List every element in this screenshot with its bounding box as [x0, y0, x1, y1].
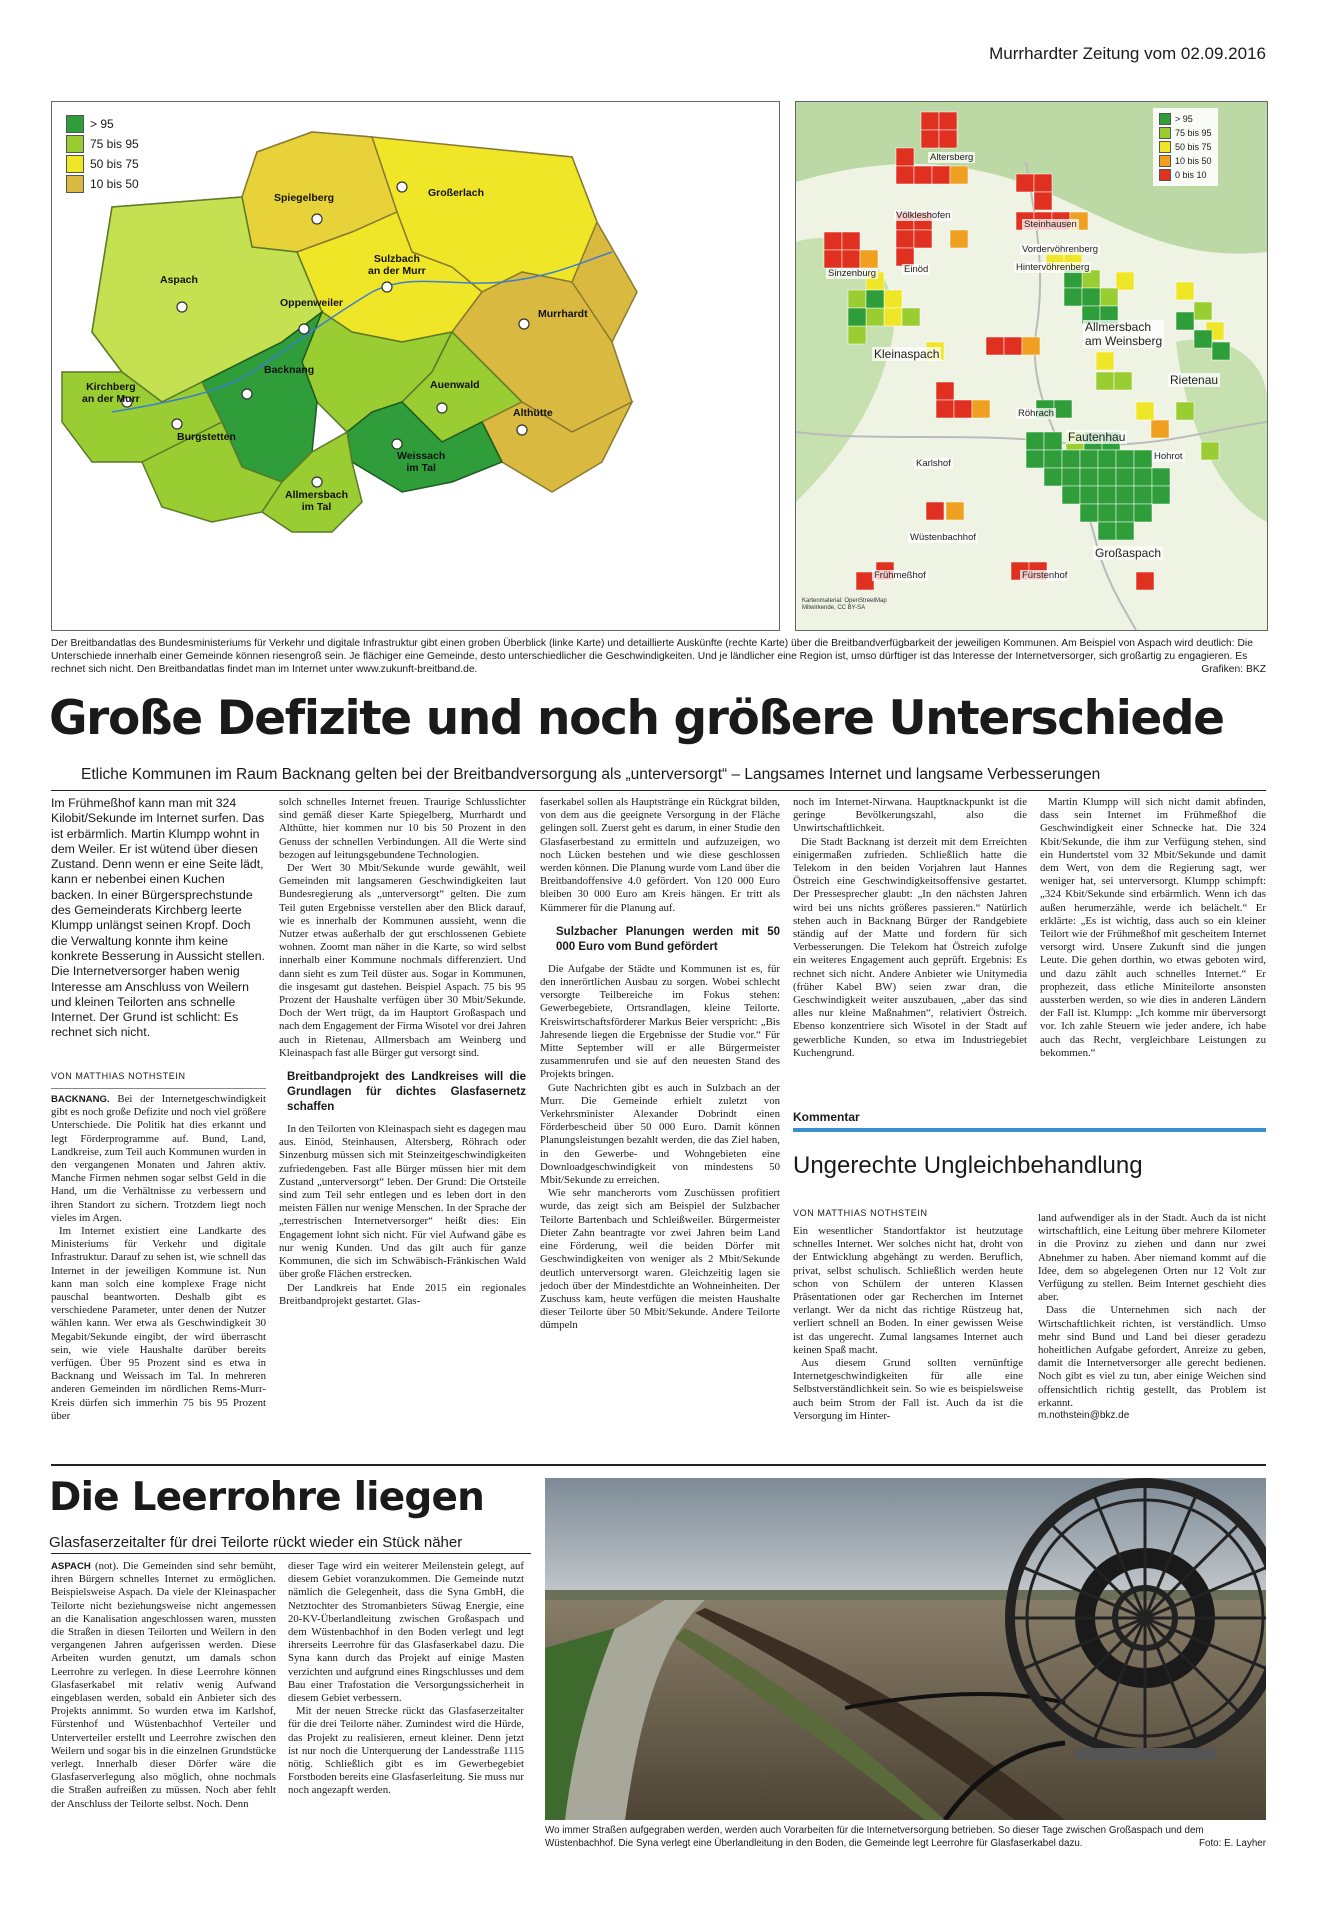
paragraph: Ein wesentlicher Standortfaktor ist heutzutage schnelles Internet. Wer solches nicht hat, droht von der Entwicklung abgehängt zu werden. Beruflich, privat, selbst schulisch. Schließlich werden heute schon von Schülern der unteren Klassen Präsentationen oder gar Recherchen im Internet verlangt. Wer da nicht das richtige Rüstzeug hat, verliert schnell an Boden. In einer gewissen Weise ist das ungerecht. Zumal langsames Internet auch keinen Spaß macht.: [793, 1225, 1023, 1356]
divider: [51, 1464, 1266, 1466]
paragraph: In den Teilorten von Kleinaspach sieht es dagegen mau aus. Einöd, Steinhausen, Altersberg, Röhrach oder Sinzenburg müssen sich mit Steinzeitgeschwindigkeiten zufriedengeben. Fast alle Bürger müssen hier mit dem Zustand „unterversorgt“ leben. Der Grund: Die Ortsteile sind zum Teil sehr entlegen und es leben dort in den meisten Fällen nur wenige Menschen. In der Sprache der „terrestrischen Internetversorger“ heißt dies: Ein Engagement lohnt sich nicht. Für viel Aufwand gäbe es nur wenig Kunden. Und das gilt auch für ganze Kommunen, die sich im Schwäbisch-Fränkischen Wald über große Flächen erstrecken.: [279, 1123, 526, 1281]
place-label-rietenau: Rietenau: [1170, 373, 1219, 387]
commentary-headline: Ungerechte Ungleichbehandlung: [793, 1152, 1143, 1179]
paragraph: Die Aufgabe der Städte und Kommunen ist es, für den innerörtlichen Ausbau zu sorgen. Wobei schlecht versorgte Teilbereiche im Fokus stehen: Gewerbegebiete, Ortsrandlagen, kleine Teilorte. Kreiswirtschaftsförderer Markus Beier verspricht: „Bis Jahresende liegen die Ergebnisse der Studie vor.“ Für Mitte September will er alle Bürgermeister zusammenrufen und sie auf den neuesten Stand des Projekts bringen.: [540, 962, 780, 1081]
dateline: BACKNANG.: [51, 1094, 110, 1105]
legend-swatch: [1159, 127, 1171, 139]
legend-item: [1159, 168, 1212, 182]
detail-map-legend: [1153, 108, 1218, 186]
article2-column-1: [51, 1560, 276, 1811]
paragraph: Die Stadt Backnang ist derzeit mit dem Erreichten einigermaßen zufrieden. Schließlich hatte die Telekom in den beiden Vorjahren laut Hannes Östreich eine Geschwindigkeitsoffensive gestartet. Der Pressesprecher glaubt: „In den nächsten Jahren wird bei uns nichts größeres passieren.“ Natürlich stehen auch in Backnang Bürger der Randgebiete ständig auf der Matte und fordern für sich Verbesserungen. Die Telekom hat Östreich zufolge ein weiteres Engagement auch geprüft. Ergebnis: Es rechnet sich nicht. Andere Anbieter wie Unitymedia (früher Kabel BW) seien zwar dran, die Geschwindigkeit weiter auszubauen, „aber das sind alles nur kleine Maßnahmen“, relativiert Östreich. Ebenso konzentriere sich Wisotel in der Stadt auf gewerbliche Kunden, so etwa im Industriegebiet Kuchengrund.: [793, 835, 1027, 1059]
commentary-rule: [793, 1128, 1266, 1132]
place-label-einod: Einöd: [904, 264, 929, 275]
town-label-backnang: Backnang: [264, 364, 315, 376]
town-label-althuette: Althütte: [513, 407, 553, 419]
divider: [51, 1553, 531, 1554]
article-headline: Große Defizite und noch größere Unterschiede: [49, 691, 1224, 746]
map-caption-text: Der Breitbandatlas des Bundesministeriums für Verkehr und digitale Infrastruktur gibt einen groben Überblick (linke Karte) und detaillierte Auskünfte (rechte Karte) über die Breitbandverfügbarkeit der jeweiligen Kommunen. Am Beispiel von Aspach wird deutlich: Die Unterschiede innerhalb einer Gemeinde können riesengroß sein. Je flächiger eine Gemeinde, desto unterschiedlicher die Geschwindigkeiten. Und je ländlicher eine Region ist, umso dürftiger ist das Interesse der Internetversorger, sich großartig zu engagieren. Es rechnet sich nicht. Den Breitbandatlas findet man im Internet unter www.zukunft-breitband.de.: [51, 638, 1253, 675]
place-label-grossaspach: Großaspach: [1095, 546, 1162, 560]
article-column-3: [540, 796, 780, 1333]
article2-column-2: [288, 1560, 524, 1798]
town-label-allmersbach: Allmersbach im Tal: [285, 489, 349, 513]
place-label-vordervoehrenberg: Vordervöhrenberg: [1022, 244, 1099, 255]
paragraph: [51, 1093, 266, 1225]
paragraph: solch schnelles Internet freuen. Traurige Schlusslichter sind gemäß dieser Karte Spiegelberg, Murrhardt und Althütte, hier kommen nur 10 bis 50 Prozent in den Genuss der schnellen Verbindungen. All die Werte sind bezogen auf leitungsgebundene Technologien.: [279, 796, 526, 861]
legend-label: 75 bis 95: [90, 137, 139, 151]
article-column-5: [1040, 796, 1266, 1060]
legend-swatch: [66, 175, 84, 193]
article-lead: Im Frühmeßhof kann man mit 324 Kilobit/Sekunde im Internet surfen. Das ist erbärmlich. Martin Klumpp wohnt in dem Weiler. Er ist wütend über diesen Zustand. Denn wenn er eine Seite lädt, kann er nebenbei einen Kuchen backen. In einer Bürgersprechstunde des Gemeinderats Kirchberg leerte Klumpp unlängst seinen Kropf. Doch die Verwaltung konnte ihm keine konkrete Besserung in Aussicht stellen. Die Internetversorger haben wenig Interesse am Anschluss von Weilern und kleinen Teilorten ans schnelle Internet. Der Grund ist schlicht: Es rechnet sich nicht.: [51, 796, 265, 1040]
town-label-spiegelberg: Spiegelberg: [274, 192, 335, 204]
town-label-oppenweiler: Oppenweiler: [280, 297, 344, 309]
photo-credit: Foto: E. Layher: [1199, 1837, 1266, 1849]
place-label-allmersbach: Allmersbach am Weinsberg: [1085, 320, 1163, 348]
cable-reel-photo: [545, 1478, 1266, 1820]
place-label-voelkleshofen: Völkleshofen: [896, 210, 951, 221]
article-byline: VON MATTHIAS NOTHSTEIN: [51, 1071, 186, 1081]
legend-label: 75 bis 95: [1175, 128, 1212, 138]
article-photo: [545, 1478, 1266, 1820]
divider: [51, 1088, 266, 1089]
legend-item: [1159, 126, 1212, 140]
newspaper-masthead: Murrhardter Zeitung vom 02.09.2016: [989, 44, 1266, 63]
place-label-sinzenburg: Sinzenburg: [828, 268, 877, 279]
map-credit: Grafiken: BKZ: [1201, 664, 1266, 675]
legend-label: > 95: [1175, 114, 1193, 124]
legend-label: 50 bis 75: [90, 157, 139, 171]
paragraph: Wie sehr mancherorts vom Zuschüssen profitiert wurde, das zeigt sich am Beispiel der Sulzbacher Teilorte Bartenbach und Schleißweiler. Bürgermeister Dieter Zahn beantragte vor zwei Jahren beim Land eine Förderung, weil die beiden Dörfer mit Geschwindigkeiten von weniger als 2 Mbit/Sekunde deutlich unterversorgt waren. Gleichzeitig lagen sie jedoch über der Mindestdichte an Wohneinheiten. Der Zuschuss kam, heute verfügen die meisten Haushalte dieser Teilorte über 50 Mbit/Sekunde. Andere Teilorte dümpeln: [540, 1187, 780, 1332]
divider: [51, 790, 1266, 791]
paragraph: Dass die Unternehmen sich nach der Wirtschaftlichkeit richten, ist verständlich. Umso mehr sind Bund und Land bei dieser geradezu hoheitlichen Aufgabe gefordert, Anreize zu geben, damit die Internetversorger alle gerecht bedienen. Noch gibt es viel zu tun, aber einige Weichen sind offensichtlich richtig gestellt, das Problem ist erkannt.: [1038, 1304, 1266, 1409]
legend-swatch: [1159, 113, 1171, 125]
place-label-karlshof: Karlshof: [916, 458, 951, 469]
place-label-roehrach: Röhrach: [1018, 408, 1054, 419]
town-label-aspach: Aspach: [160, 274, 198, 286]
legend-label: 0 bis 10: [1175, 170, 1207, 180]
paragraph: Mit der neuen Strecke rückt das Glasfaserzeitalter für die drei Teilorte näher. Zumindest wird die Hürde, das Projekt zu realisieren, erneut kleiner. Denn jetzt ist nur noch die Unterquerung der Landesstraße 1115 nötig. Schließlich gibt es im Gewerbegebiet Forstboden bereits eine Glasfaserleitung. Sie muss nur noch angezapft werden.: [288, 1705, 524, 1797]
place-label-wuestenbachhof: Wüstenbachhof: [910, 532, 977, 543]
intertitle: Sulzbacher Planungen werden mit 50 000 Euro vom Bund gefördert: [556, 925, 780, 953]
legend-swatch: [1159, 155, 1171, 167]
broadband-detail-map: [795, 101, 1268, 631]
paragraph: [51, 1560, 276, 1811]
place-label-hintervoehrenberg: Hintervöhrenberg: [1016, 262, 1090, 273]
place-label-fautenhau: Fautenhau: [1068, 430, 1126, 444]
commentary-column-2: [1038, 1212, 1266, 1410]
paragraph: faserkabel sollen als Hauptstränge ein Rückgrat bilden, von dem aus die geeignete Versorgung in der Fläche gelingen soll. Zuerst geht es darum, in einer Studie den Glasfaserbestand zu ermitteln und aufzuzeigen, wo noch Lücken bestehen und wie diese geschlossen werden können. Die Planung wurde vom Land über die Breitbandoffensive 4.0 gefördert. Von 120 000 Euro bleiben 30 000 Euro am Kreis hängen. Er tritt als Kümmerer für die Planung auf.: [540, 796, 780, 914]
paragraph-text: Die Gemeinden sind sehr bemüht, ihren Bürgern schnelles Internet zu ermöglichen. Beispielsweise Aspach. Da viele der Kleinaspacher Teilorte nicht beziehungsweise nicht angemessen an die Kanalisation angeschlossen waren, mussten die Straßen in diesen Teilorten und Weilern in den vergangenen Jahren aufgerissen werden. Diese Arbeiten wurden genutzt, um damals schon Leerrohre zu verlegen. In diese Leerrohre können Glasfaserkabel mit relativ wenig Aufwand eingeblasen werden, sobald ein Anbieter sich des Projekts annimmt. So wurden etwa im Karlshof, Fürstenhof und Wüstenbachhof Verteiler und Unterverteiler erstellt und Leerrohre zwischen den Weilern und sogar bis in die einzelnen Grundstücke verlegt. Innerhalb dieser Dörfer wäre die Glasfaserverlegung also möglich, ohne nochmals die Straßen aufreißen zu müssen. Noch aber fehlt der Anschluss der Teilorte selbst. Noch. Denn: [51, 1560, 277, 1810]
legend-item: [66, 114, 139, 134]
place-label-steinhausen: Steinhausen: [1024, 219, 1077, 230]
map-caption: [51, 637, 1266, 676]
place-label-fruehmesshof: Frühmeßhof: [874, 570, 926, 581]
author-email: m.nothstein@bkz.de: [1038, 1410, 1130, 1421]
article-subheadline: Etliche Kommunen im Raum Backnang gelten bei der Breitbandversorgung als „unterversorgt“ – Langsames Internet und langsame Verbesserungen: [81, 766, 1101, 783]
photo-caption-text: Wo immer Straßen aufgegraben werden, werden auch Vorarbeiten für die Internetversorgung betrieben. So dieser Tage zwischen Großaspach und dem Wüstenbachhof. Die Syna verlegt eine Überlandleitung in den Boden, die Gemeinde legt Leerrohre für Glasfaserkabel dazu.: [545, 1825, 1204, 1849]
article2-subheadline: Glasfaserzeitalter für drei Teilorte rückt wieder ein Stück näher: [49, 1534, 463, 1551]
commentary-label: Kommentar: [793, 1110, 860, 1124]
legend-item: [1159, 112, 1212, 126]
dateline-suffix: (not).: [95, 1560, 119, 1572]
map-legend: [66, 114, 139, 194]
legend-item: [1159, 140, 1212, 154]
place-label-fuerstenhof: Fürstenhof: [1022, 570, 1068, 581]
town-label-murrhardt: Murrhardt: [538, 308, 588, 320]
legend-label: 10 bis 50: [90, 177, 139, 191]
town-label-weissach: Weissach im Tal: [397, 450, 446, 474]
photo-caption: [545, 1825, 1266, 1850]
legend-label: 10 bis 50: [1175, 156, 1212, 166]
legend-item: [66, 174, 139, 194]
paragraph: Martin Klumpp will sich nicht damit abfinden, dass sein Internet im Frühmeßhof die Geschwindigkeit einer Schnecke hat. Die 324 Kbit/Sekunde, die ihm zur Verfügung stehen, sind ein Hundertstel vom 32 Mbit/Sekunde und damit dem Wert, von dem die Regierung sagt, wer weniger hat, sei unterversorgt. Klumpp schimpft: „324 Kbit/Sekunde sind erbärmlich. Wenn ich das außen herumerzähle, werde ich belächelt.“ Er erklärte: „Es ist wichtig, dass auch so ein kleiner Teilort wie der Frühmeßhof mit gescheitem Internet versorgt wird. Unsere Zukunft sind die jungen Leute. Die gehen dorthin, wo etwas geboten wird, und dazu zählt auch schnelles Internet.“ Er prophezeit, dass etliche Miniteilorte ansonsten aussterben werden, so wie dies in anderen Ländern der Fall ist. Klumpp: „Ich komme mir überversorgt vor. Ich zahle Steuern wie jeder andere, ich habe auch das Recht, vergleichbare Leistungen zu bekommen.“: [1040, 796, 1266, 1059]
paragraph: Gute Nachrichten gibt es auch in Sulzbach an der Murr. Die Gemeinde erhielt zuletzt von Verkehrsminister Alexander Dobrindt einen Förderbescheid über 50 000 Euro. Damit können Planungsleistungen bezahlt werden, die das Ziel haben, in den Gewerbe- und Wohngebieten eine Downloadgeschwindigkeit von mindestens 50 Mbit/Sekunde zu erreichen.: [540, 1081, 780, 1187]
legend-item: [1159, 154, 1212, 168]
legend-swatch: [66, 115, 84, 133]
legend-label: 50 bis 75: [1175, 142, 1212, 152]
town-label-kirchberg: Kirchberg an der Murr: [82, 381, 140, 405]
legend-item: [66, 134, 139, 154]
legend-swatch: [66, 135, 84, 153]
map-data-credit: Kartenmaterial: OpenStreetMap Mitwirkende, CC BY-SA: [802, 598, 887, 611]
paragraph: Der Landkreis hat Ende 2015 ein regionales Breitbandprojekt gestartet. Glas-: [279, 1281, 526, 1307]
paragraph-text: Bei der Internetgeschwindigkeit gibt es noch große Defizite und noch viel größere Unterschiede. Die Politik hat dies erkannt und legt Förderprogramme auf. Bund, Land, Landkreise, zum Teil auch Kommunen wurden in den vergangenen Monaten und Jahren aktiv. Manche Firmen nehmen sogar selbst Geld in die Hand, um die Verhältnisse zu verbessern und ihren Standort zu sichern. Trotzdem liegt noch vieles im Argen.: [51, 1093, 266, 1224]
place-label-hohrot: Hohrot: [1154, 451, 1183, 462]
legend-label: > 95: [90, 117, 114, 131]
intertitle: Breitbandprojekt des Landkreises will die Grundlagen für dichtes Glasfasernetz schaffen: [287, 1071, 526, 1114]
broadband-overview-map: [51, 101, 780, 631]
place-label-kleinaspach: Kleinaspach: [874, 347, 940, 361]
town-label-grosserlach: Großerlach: [428, 187, 485, 199]
town-label-sulzbach: Sulzbach an der Murr: [368, 253, 426, 277]
legend-item: [66, 154, 139, 174]
article-column-4: [793, 796, 1027, 1060]
legend-swatch: [66, 155, 84, 173]
municipality-map-graphic: [52, 102, 779, 630]
article-column-1: [51, 1093, 266, 1423]
commentary-column-1: [793, 1225, 1023, 1423]
article2-headline: Die Leerrohre liegen: [49, 1475, 485, 1520]
commentary-byline: VON MATTHIAS NOTHSTEIN: [793, 1208, 928, 1218]
legend-swatch: [1159, 141, 1171, 153]
town-label-burgstetten: Burgstetten: [177, 431, 236, 443]
paragraph: noch im Internet-Nirwana. Hauptknackpunkt ist die geringe Bevölkerungszahl, also die Unwirtschaftlichkeit.: [793, 796, 1027, 835]
article-column-2: [279, 796, 526, 1308]
paragraph: Im Internet existiert eine Landkarte des Ministeriums für Verkehr und digitale Infrastruktur. Darauf zu sehen ist, wie schnell das Internet in der jeweiligen Kommune ist. Nun kann man solch eine komplexe Frage nicht pauschal beantworten. Deshalb gibt es verschiedene Parameter, unter denen der Nutzer wählen kann. Wer etwa als Geschwindigkeit 30 Megabit/Sekunde eingibt, der wird überrascht sein, wie viele Haushalte darüber bereits verfügen. Über 95 Prozent sind es etwa in Backnang und Weissach im Tal. In mehreren anderen Gemeinden im nördlichen Rems-Murr-Kreis dürfen sich immerhin 75 bis 95 Prozent über: [51, 1225, 266, 1422]
paragraph: Aus diesem Grund sollten vernünftige Internetgeschwindigkeiten für alle eine Selbstverständlichkeit sein. So wie es beispielsweise auch beim Strom der Fall ist. Auch da ist die Versorgung im Hinter-: [793, 1357, 1023, 1422]
legend-swatch: [1159, 169, 1171, 181]
place-label-altersberg: Altersberg: [930, 152, 974, 163]
paragraph: dieser Tage wird ein weiterer Meilenstein gelegt, auf diesem Gebiet voranzukommen. Die Gemeinde nutzt nämlich die Gelegenheit, dass die Syna GmbH, die Netztochter des Stromanbieters Süwag Energie, eine 20-KV-Überlandleitung zwischen Großaspach und dem Wüstenbachhof in den Boden verlegt und legt ihrerseits Leerrohre für das Glasfaserkabel dazu. Die Syna kann durch das Projekt auf einige Masten verzichten und aufgrund eines Ringschlusses und dem Bau einer Trafostation die Versorgungssicherheit in diesem Gebiet verbessern.: [288, 1560, 524, 1705]
paragraph: Der Wert 30 Mbit/Sekunde wurde gewählt, weil Gemeinden mit langsameren Geschwindigkeiten laut Bundesregierung als „unterversorgt“ gelten. Die zum Teil guten Ergebnisse verstellen aber den Blick darauf, wie es innerhalb der Kommunen aussieht, wenn die Nutzer etwas außerhalb der gut erschlossenen Gebiete wohnen. Zoomt man näher in die Karte, so wird selbst innerhalb einer Kommune nochmals differenziert. Und dann sieht es zum Teil düster aus. Sogar in Kommunen, die insgesamt gut dastehen. Beispiel Aspach. 75 bis 95 Prozent der Haushalte verfügen über 30 Mbit/Sekunde. Doch der Wert trügt, da im Hauptort Großaspach und nach dem Engagement der Firma Wisotel vor drei Jahren auch in Rietenau, Allmersbach am Weinberg und Kleinaspach fast alle Bürger gut versorgt sind.: [279, 862, 526, 1059]
paragraph: land aufwendiger als in der Stadt. Auch da ist nicht wirtschaftlich, eine Leitung über mehrere Kilometer in die Provinz zu ziehen und dann nur zwei Abnehmer zu haben. Aber niemand kommt auf die Idee, dem so abgelegenen Orten nur 12 Volt zur Verfügung zu stellen. Beim Internet geschieht dies aber.: [1038, 1212, 1266, 1304]
town-label-auenwald: Auenwald: [430, 379, 480, 391]
dateline: ASPACH: [51, 1561, 91, 1572]
